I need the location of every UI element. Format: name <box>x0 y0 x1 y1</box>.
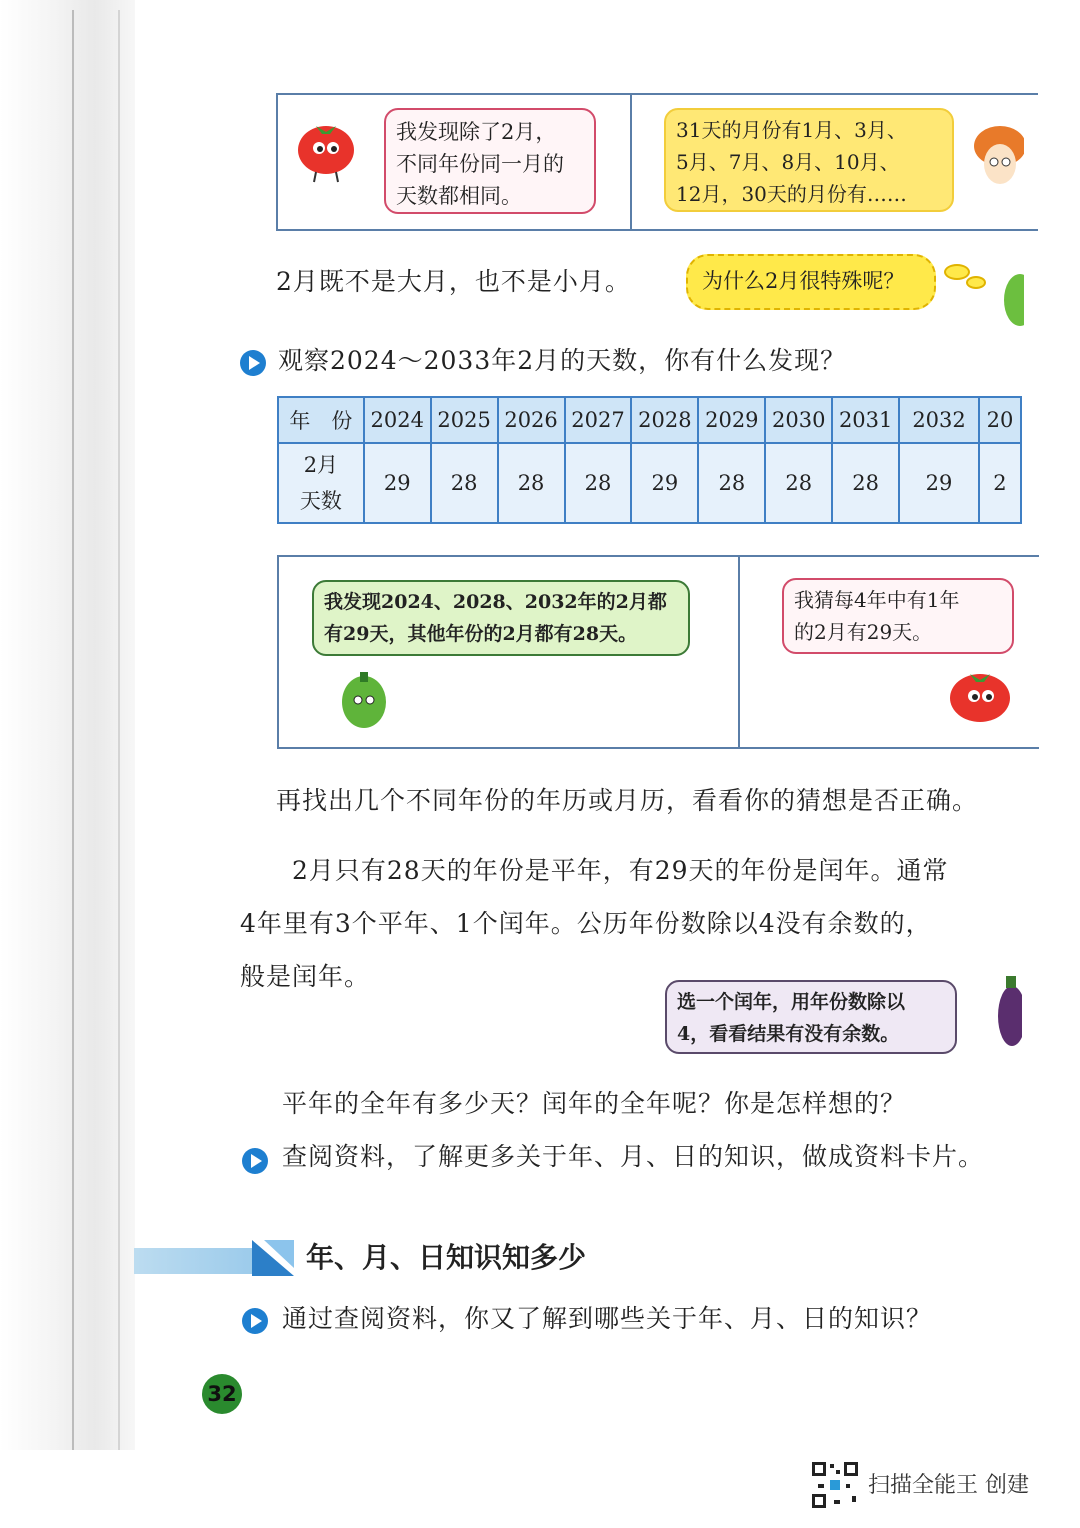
tomato-guess-bubble <box>782 578 1014 654</box>
leap-paragraph-line: 般是闰年。 <box>240 962 371 991</box>
eggplant-character-icon <box>988 972 1022 1052</box>
section-question: 通过查阅资料，你又了解到哪些关于年、月、日的知识？ <box>282 1304 933 1333</box>
table-year-cell: 2025 <box>431 397 498 443</box>
table-row <box>278 443 1021 523</box>
bubble-line: 我发现2024、2028、2032年的2月都 <box>324 591 667 613</box>
leap-paragraph-line: 2月只有28天的年份是平年，有29天的年份是闰年。通常 <box>292 856 949 885</box>
feb-special-text: 2月既不是大月，也不是小月。 <box>276 267 631 296</box>
table-year-cell: 2026 <box>498 397 565 443</box>
pepper-speech-bubble <box>312 580 690 656</box>
tomato-character-icon <box>944 664 1020 726</box>
days-question-text: 平年的全年有多少天？闰年的全年呢？你是怎样想的？ <box>282 1089 907 1118</box>
thought-text: 为什么2月很特殊呢？ <box>702 269 905 293</box>
thought-dot <box>966 276 986 289</box>
leap-paragraph-line: 4年里有3个平年、1个闰年。公历年份数除以4没有余数的， <box>240 909 932 938</box>
table-header-cell <box>278 443 364 523</box>
table-year-cell: 2027 <box>565 397 632 443</box>
table-days-cell: 28 <box>765 443 832 523</box>
panel-divider <box>738 555 740 747</box>
label-line: 2月 <box>303 453 339 477</box>
bubble-line: 5月、7月、8月、10月、 <box>676 150 900 174</box>
green-pepper-character-icon <box>336 664 396 734</box>
section-title: 年、月、日知识知多少 <box>306 1241 587 1274</box>
play-bullet-icon <box>242 1308 268 1334</box>
panel-divider <box>630 93 632 229</box>
table-days-cell: 2 <box>979 443 1021 523</box>
tomato-character-icon <box>292 112 362 184</box>
bubble-line: 31天的月份有1月、3月、 <box>676 118 907 142</box>
table-days-cell: 29 <box>899 443 979 523</box>
observe-instruction: 观察2024～2033年2月的天数，你有什么发现？ <box>278 346 847 375</box>
mushroom-character-icon <box>972 124 1024 194</box>
scanner-watermark-text: 扫描全能王 创建 <box>868 1473 1029 1498</box>
tomato-speech-bubble <box>384 108 596 214</box>
table-days-cell: 28 <box>431 443 498 523</box>
binding-line <box>72 10 74 1450</box>
book-binding-shadow <box>0 0 135 1450</box>
eggplant-speech-bubble <box>665 980 957 1054</box>
table-header-cell: 年 份 <box>278 397 364 443</box>
table-year-cell: 2030 <box>765 397 832 443</box>
section-color-bar <box>134 1248 254 1274</box>
table-year-cell: 2032 <box>899 397 979 443</box>
bubble-line: 12月，30天的月份有…… <box>676 182 907 206</box>
table-year-cell: 2029 <box>698 397 765 443</box>
research-instruction: 查阅资料，了解更多关于年、月、日的知识，做成资料卡片。 <box>282 1142 985 1171</box>
table-days-cell: 28 <box>832 443 899 523</box>
table-days-cell: 28 <box>565 443 632 523</box>
table-year-cell: 2028 <box>631 397 698 443</box>
page-number: 32 <box>202 1374 242 1414</box>
bubble-line: 天数都相同。 <box>396 184 522 208</box>
thought-dot <box>944 264 970 280</box>
thought-bubble <box>686 254 936 310</box>
table-year-cell: 2031 <box>832 397 899 443</box>
bubble-line: 我发现除了2月， <box>396 120 557 144</box>
pepper-character-icon <box>1000 268 1024 330</box>
feb-days-table-wrapper <box>277 396 1022 532</box>
section-triangle-icon <box>250 1238 296 1278</box>
bubble-line: 我猜每4年中有1年 <box>794 588 960 612</box>
bubble-line: 选一个闰年，用年份数除以 <box>677 991 906 1013</box>
table-days-cell: 29 <box>631 443 698 523</box>
bubble-line: 的2月有29天。 <box>794 620 933 644</box>
mushroom-speech-bubble <box>664 108 954 212</box>
bubble-line: 不同年份同一月的 <box>396 152 564 176</box>
find-more-text: 再找出几个不同年份的年历或月历，看看你的猜想是否正确。 <box>276 786 979 815</box>
binding-line <box>118 10 120 1450</box>
feb-days-table <box>277 396 1022 524</box>
table-year-cell: 2024 <box>364 397 431 443</box>
table-days-cell: 28 <box>498 443 565 523</box>
label-line: 天数 <box>299 489 342 513</box>
play-bullet-icon <box>242 1148 268 1174</box>
table-row <box>278 397 1021 443</box>
bubble-line: 4，看看结果有没有余数。 <box>677 1023 900 1045</box>
table-days-cell: 28 <box>698 443 765 523</box>
qr-code-icon <box>810 1460 860 1510</box>
table-year-cell: 20 <box>979 397 1021 443</box>
bubble-line: 有29天，其他年份的2月都有28天。 <box>324 623 638 645</box>
table-days-cell: 29 <box>364 443 431 523</box>
play-bullet-icon <box>240 350 266 376</box>
